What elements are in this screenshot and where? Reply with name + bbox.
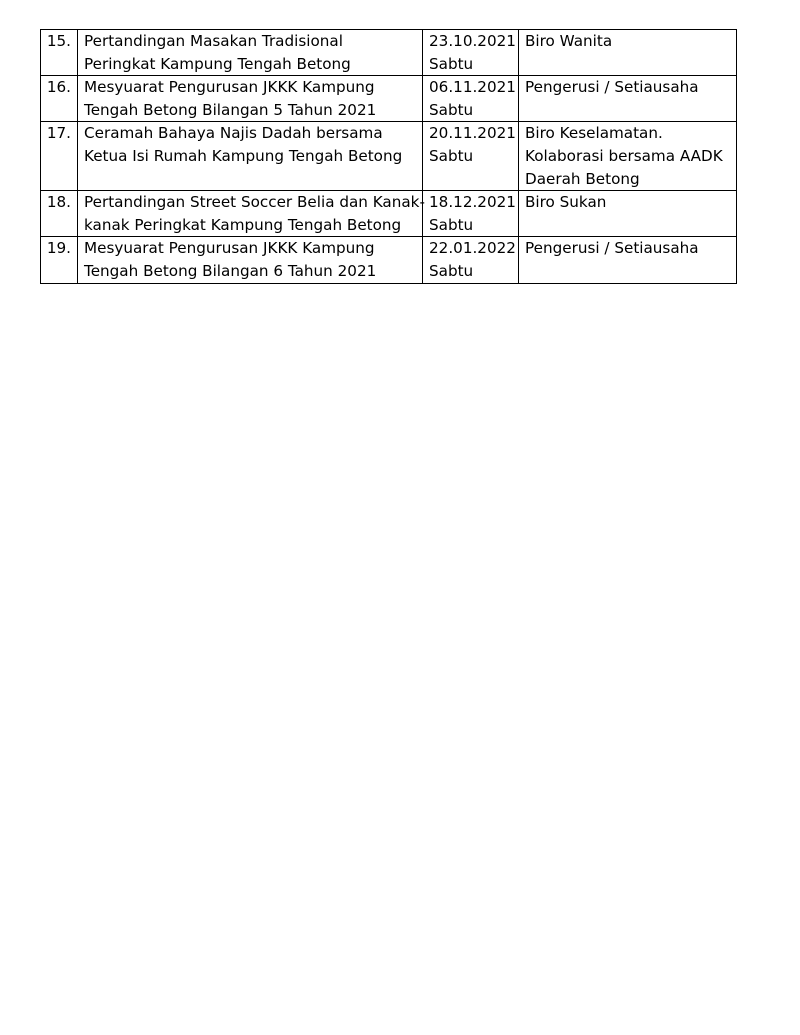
date-cell	[423, 237, 519, 283]
activity-text: Ketua Isi Rumah Kampung Tengah Betong	[84, 146, 403, 165]
row-number: 16.	[41, 76, 78, 122]
activity-text: Mesyuarat Pengurusan JKKK Kampung	[84, 239, 375, 258]
day-text: Sabtu	[429, 54, 474, 73]
date-text: 22.01.2022	[429, 239, 516, 258]
day-text: Sabtu	[429, 261, 474, 280]
activity-cell	[78, 191, 423, 237]
table-row	[41, 237, 737, 283]
row-number: 18.	[41, 191, 78, 237]
date-text: 23.10.2021	[429, 32, 516, 50]
bureau-cell	[519, 76, 737, 122]
bureau-text: Daerah Betong	[525, 169, 640, 188]
bureau-cell	[519, 122, 737, 191]
date-cell	[423, 76, 519, 122]
bureau-cell	[519, 191, 737, 237]
bureau-text: Biro Keselamatan.	[525, 124, 663, 143]
table-row	[41, 191, 737, 237]
date-text: 18.12.2021	[429, 193, 516, 212]
day-text: Sabtu	[429, 146, 474, 165]
date-text: 06.11.2021	[429, 78, 516, 97]
activity-text: kanak Peringkat Kampung Tengah Betong	[84, 215, 402, 234]
activity-cell	[78, 76, 423, 122]
table-row	[41, 30, 737, 76]
bureau-text: Biro Sukan	[525, 193, 607, 212]
table-row	[41, 122, 737, 191]
bureau-text: Pengerusi / Setiausaha	[525, 78, 699, 97]
activity-text: Pertandingan Street Soccer Belia dan Kanak-	[84, 193, 425, 212]
day-text: Sabtu	[429, 100, 474, 119]
row-number: 15.	[41, 30, 78, 76]
activity-cell	[78, 237, 423, 283]
date-text: 20.11.2021	[429, 124, 516, 143]
activity-text: Mesyuarat Pengurusan JKKK Kampung	[84, 78, 375, 97]
day-text: Sabtu	[429, 215, 474, 234]
date-cell	[423, 30, 519, 76]
activity-text: Tengah Betong Bilangan 6 Tahun 2021	[84, 261, 377, 280]
activity-schedule-body	[41, 30, 737, 284]
row-number: 19.	[41, 237, 78, 283]
row-number: 17.	[41, 122, 78, 191]
activity-schedule-table	[40, 29, 737, 284]
bureau-text: Kolaborasi bersama AADK	[525, 146, 723, 165]
activity-text: Peringkat Kampung Tengah Betong	[84, 54, 351, 73]
date-cell	[423, 122, 519, 191]
table-row	[41, 76, 737, 122]
bureau-text: Pengerusi / Setiausaha	[525, 239, 699, 258]
bureau-text: Biro Wanita	[525, 32, 613, 50]
activity-cell	[78, 122, 423, 191]
activity-text: Ceramah Bahaya Najis Dadah bersama	[84, 124, 383, 143]
activity-text: Tengah Betong Bilangan 5 Tahun 2021	[84, 100, 377, 119]
date-cell	[423, 191, 519, 237]
bureau-cell	[519, 30, 737, 76]
bureau-cell	[519, 237, 737, 283]
activity-text: Pertandingan Masakan Tradisional	[84, 32, 343, 50]
activity-cell	[78, 30, 423, 76]
